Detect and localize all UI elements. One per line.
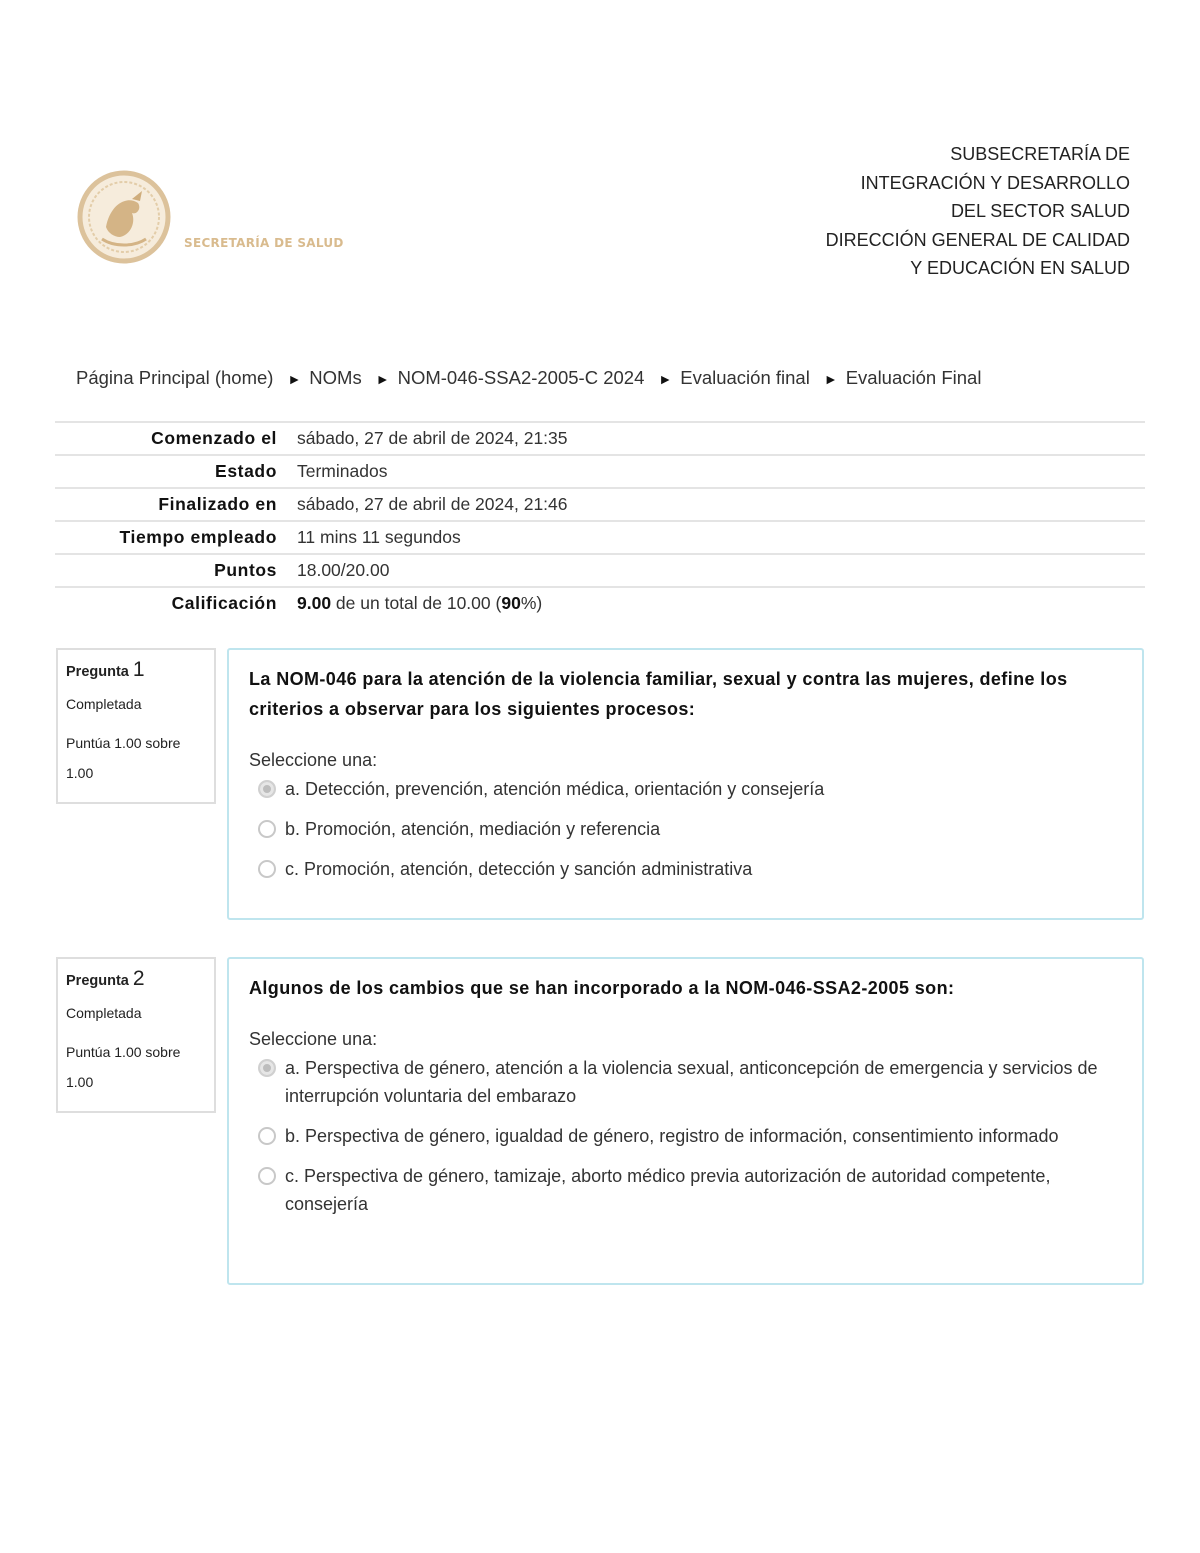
summary-row-time bbox=[55, 521, 1145, 554]
summary-label: Estado bbox=[215, 461, 277, 481]
answer-option-label: c. Promoción, atención, detección y sanción administrativa bbox=[285, 859, 753, 879]
summary-row-points bbox=[55, 554, 1145, 587]
question-title: Pregunta bbox=[66, 664, 129, 680]
department-line: SUBSECRETARÍA DE bbox=[950, 144, 1130, 164]
summary-value bbox=[297, 587, 1145, 619]
question-content-1 bbox=[227, 648, 1144, 920]
summary-label: Finalizado en bbox=[158, 494, 277, 514]
department-line: INTEGRACIÓN Y DESARROLLO bbox=[860, 172, 1130, 193]
national-seal-icon bbox=[76, 165, 176, 270]
summary-value: sábado, 27 de abril de 2024, 21:46 bbox=[297, 494, 568, 514]
grade-end: %) bbox=[520, 593, 543, 613]
summary-row-state bbox=[55, 455, 1145, 488]
breadcrumb bbox=[76, 367, 981, 389]
radio-checked-icon[interactable] bbox=[258, 780, 276, 798]
breadcrumb-separator-icon: ► bbox=[823, 371, 838, 387]
summary-row-started bbox=[55, 422, 1145, 455]
question-title: Pregunta bbox=[66, 973, 129, 989]
question-number: 1 bbox=[132, 658, 145, 681]
answer-option-a[interactable] bbox=[249, 1054, 1122, 1110]
grade-percent: 90 bbox=[501, 593, 521, 613]
answer-option-c[interactable] bbox=[249, 855, 1122, 883]
summary-value: 18.00/20.00 bbox=[297, 560, 390, 580]
department-heading bbox=[826, 140, 1130, 283]
question-info-2 bbox=[56, 957, 216, 1113]
department-line: Y EDUCACIÓN EN SALUD bbox=[910, 258, 1130, 278]
radio-icon[interactable] bbox=[258, 820, 276, 838]
department-line: DIRECCIÓN GENERAL DE CALIDAD bbox=[825, 229, 1130, 250]
answer-option-b[interactable] bbox=[249, 815, 1122, 843]
attempt-summary-table bbox=[55, 421, 1145, 619]
question-prompt: Seleccione una: bbox=[249, 1029, 378, 1049]
breadcrumb-separator-icon: ► bbox=[658, 371, 673, 387]
answer-option-label: a. Perspectiva de género, atención a la violencia sexual, anticoncepción de emergencia y servicios de interrupción voluntaria del embarazo bbox=[285, 1058, 1098, 1106]
grade-total: de un total de 10.00 ( bbox=[331, 593, 502, 613]
question-grade: Puntúa 1.00 sobre 1.00 bbox=[66, 1044, 181, 1090]
answer-option-label: b. Promoción, atención, mediación y referencia bbox=[285, 819, 661, 839]
question-prompt: Seleccione una: bbox=[249, 750, 378, 770]
answer-option-c[interactable] bbox=[249, 1162, 1122, 1218]
department-line: DEL SECTOR SALUD bbox=[950, 201, 1130, 221]
radio-icon[interactable] bbox=[258, 1127, 276, 1145]
answer-options bbox=[249, 775, 1122, 883]
breadcrumb-separator-icon: ► bbox=[287, 371, 302, 387]
question-text: La NOM-046 para la atención de la violencia familiar, sexual y contra las mujeres, define los criterios a observar para los siguientes procesos: bbox=[249, 669, 1068, 719]
logo-text: SECRETARÍA DE SALUD bbox=[184, 236, 344, 250]
question-text: Algunos de los cambios que se han incorporado a la NOM-046-SSA2-2005 son: bbox=[249, 978, 955, 998]
summary-label: Comenzado el bbox=[151, 428, 277, 448]
summary-label: Puntos bbox=[214, 560, 277, 580]
breadcrumb-separator-icon: ► bbox=[375, 371, 390, 387]
breadcrumb-course-link[interactable]: NOM-046-SSA2-2005-C 2024 bbox=[397, 367, 645, 388]
breadcrumb-section-link[interactable]: Evaluación final bbox=[680, 367, 810, 388]
answer-option-label: c. Perspectiva de género, tamizaje, aborto médico previa autorización de autoridad competente, consejería bbox=[285, 1166, 1051, 1214]
breadcrumb-home-link[interactable]: Página Principal (home) bbox=[76, 367, 274, 388]
answer-options bbox=[249, 1054, 1122, 1218]
question-number: 2 bbox=[132, 967, 145, 990]
summary-row-grade bbox=[55, 587, 1145, 619]
summary-value: sábado, 27 de abril de 2024, 21:35 bbox=[297, 428, 568, 448]
summary-label: Calificación bbox=[171, 593, 277, 613]
answer-option-label: a. Detección, prevención, atención médica, orientación y consejería bbox=[285, 779, 825, 799]
grade-score: 9.00 bbox=[297, 593, 332, 613]
question-state: Completada bbox=[66, 1005, 142, 1021]
question-state: Completada bbox=[66, 696, 142, 712]
summary-row-finished bbox=[55, 488, 1145, 521]
summary-label: Tiempo empleado bbox=[119, 527, 277, 547]
question-info-1 bbox=[56, 648, 216, 804]
answer-option-a[interactable] bbox=[249, 775, 1122, 803]
answer-option-b[interactable] bbox=[249, 1122, 1122, 1150]
breadcrumb-quiz-link[interactable]: Evaluación Final bbox=[845, 367, 982, 388]
radio-icon[interactable] bbox=[258, 1167, 276, 1185]
summary-value: Terminados bbox=[297, 461, 388, 481]
radio-icon[interactable] bbox=[258, 860, 276, 878]
breadcrumb-noms-link[interactable]: NOMs bbox=[309, 367, 362, 388]
radio-checked-icon[interactable] bbox=[258, 1059, 276, 1077]
summary-value: 11 mins 11 segundos bbox=[297, 527, 461, 547]
question-grade: Puntúa 1.00 sobre 1.00 bbox=[66, 735, 181, 781]
answer-option-label: b. Perspectiva de género, igualdad de género, registro de información, consentimiento informado bbox=[285, 1126, 1059, 1146]
secretaria-logo bbox=[76, 165, 366, 270]
question-content-2 bbox=[227, 957, 1144, 1285]
